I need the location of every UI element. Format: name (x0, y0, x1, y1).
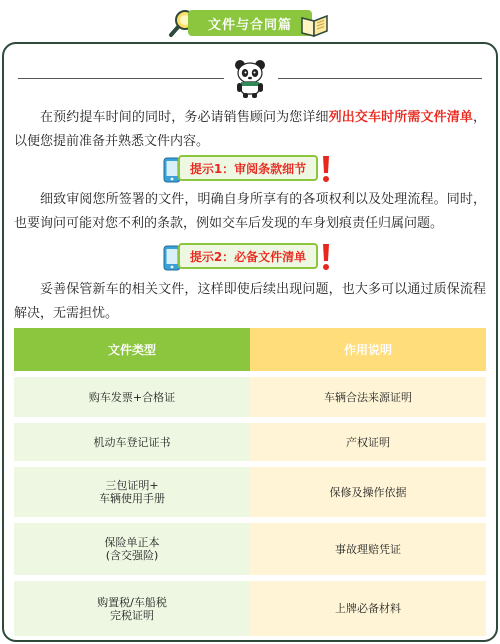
documents-table (14, 328, 486, 636)
exclamation-icon (320, 243, 332, 271)
cell-file-type: 购车发票+合格证 (14, 374, 250, 420)
section-header (0, 6, 500, 40)
cell-purpose: 产权证明 (250, 420, 486, 464)
cell-file-type: 购置税/车船税 完税证明 (14, 578, 250, 636)
intro-text-end: ，以便您提前准备并熟悉文件内容。 (14, 110, 486, 149)
table-row (14, 520, 486, 578)
cell-file-type: 机动车登记证书 (14, 420, 250, 464)
tip-1-paragraph: 细致审阅您所签署的文件，明确自身所享有的各项权利以及处理流程。同时，也要询问可能对您不利的条款，例如交车后发现的车身划痕责任归属问题。 (14, 192, 486, 231)
divider-right (278, 78, 482, 79)
cell-purpose: 上牌必备材料 (250, 578, 486, 636)
open-book-icon (300, 12, 330, 38)
exclamation-icon (320, 155, 332, 183)
cell-purpose: 事故理赔凭证 (250, 520, 486, 578)
tip-2-paragraph: 妥善保管新车的相关文件，这样即使后续出现问题，也大多可以通过质保流程解决，无需担忧。 (14, 282, 486, 321)
table-row (14, 578, 486, 636)
table-row (14, 420, 486, 464)
section-title: 文件与合同篇 (188, 10, 312, 36)
cell-purpose: 保修及操作依据 (250, 464, 486, 520)
header-file-type: 文件类型 (14, 328, 250, 374)
cell-purpose: 车辆合法来源证明 (250, 374, 486, 420)
tip-2-label: 提示2：必备文件清单 (178, 243, 318, 269)
cell-file-type: 三包证明+ 车辆使用手册 (14, 464, 250, 520)
table-header-row (14, 328, 486, 374)
intro-text: 在预约提车时间的同时，务必请销售顾问为您详细 (40, 110, 329, 125)
tip-1-label: 提示1：审阅条款细节 (178, 155, 318, 181)
intro-paragraph (14, 106, 486, 154)
table-row (14, 374, 486, 420)
divider-left (18, 78, 224, 79)
header-purpose: 作用说明 (250, 328, 486, 374)
table-row (14, 464, 486, 520)
cell-file-type: 保险单正本 (含交强险) (14, 520, 250, 578)
intro-highlight: 列出交车时所需文件清单 (328, 110, 473, 125)
panda-mascot-icon (232, 58, 268, 98)
